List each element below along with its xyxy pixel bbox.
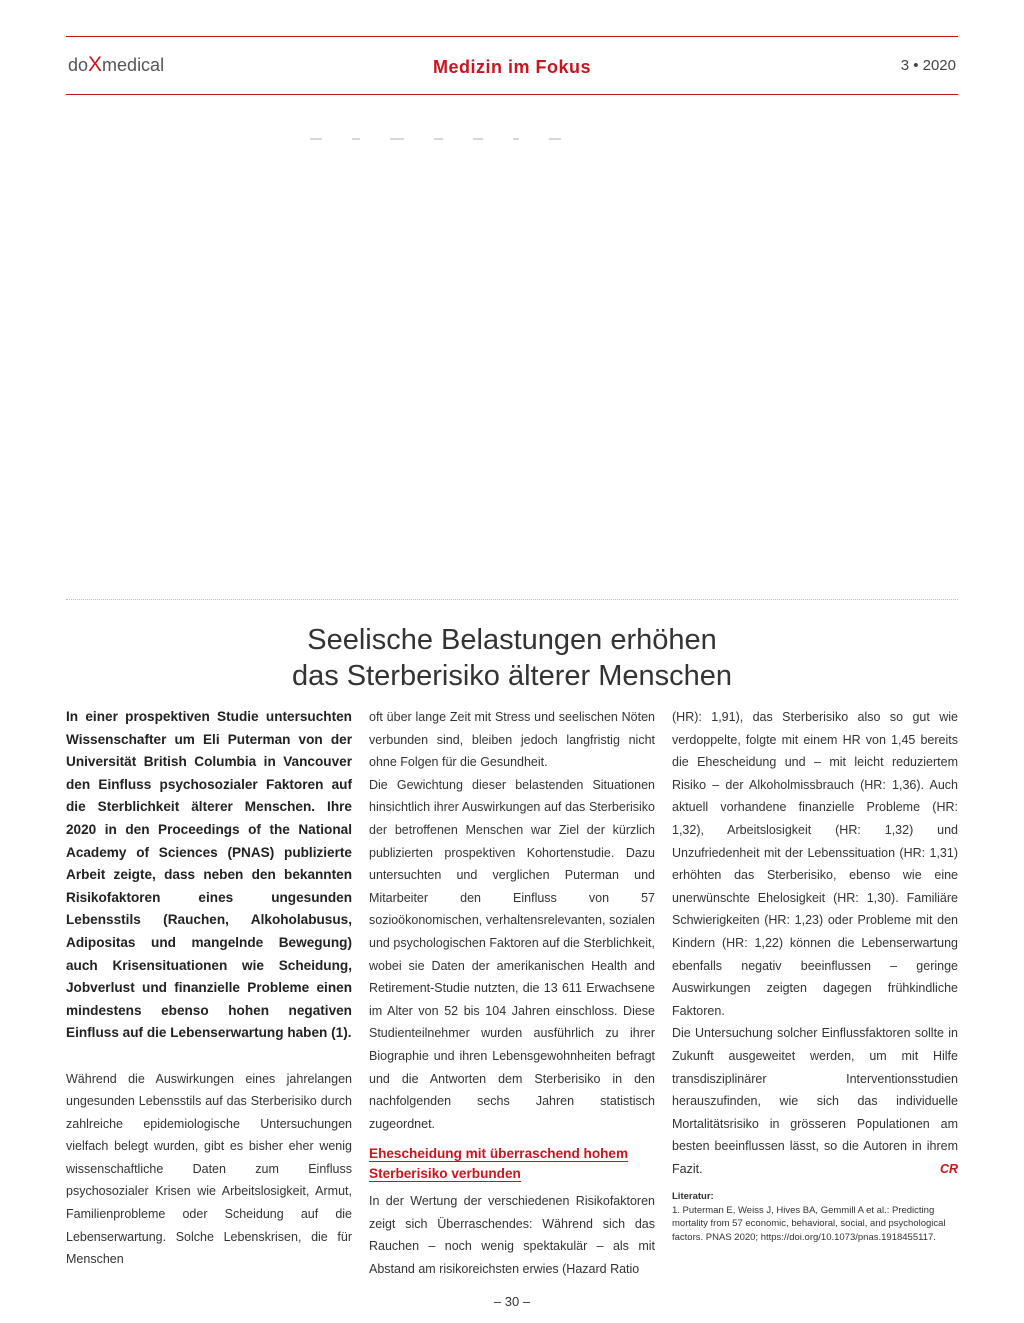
body-paragraph: oft über lange Zeit mit Stress und seelischen Nöten verbunden sind, bleiben jedoch langfristig nicht ohne Folgen für die Gesundheit.: [369, 710, 655, 770]
page-number: – 30 –: [493, 1294, 531, 1309]
page-header: [66, 36, 958, 95]
references: [672, 1190, 958, 1244]
body-paragraph: Während die Auswirkungen eines jahrelangen ungesunden Lebensstils auf das Sterberisiko durch zahlreiche epidemiologische Untersuchungen vielfach belegt wurden, gibt es bisher eher wenig wissenschaftliche Daten zum Einfluss psychosozialer Krisen wie Arbeitslosigkeit, Armut, Familienprobleme oder Scheidung auf die Lebenserwartung. Solche Lebenskrisen, die für Menschen: [66, 1071, 352, 1267]
body-paragraph: Die Untersuchung solcher Einflussfaktoren sollte in Zukunft ausgeweitet werden, um mit Hilfe transdisziplinärer Interventionsstudien herauszufinden, wie sich das individuelle Mortalitätsrisiko in grösseren Populationen am besten beeinflussen lässt, so die Autoren in ihrem Fazit. CR: [672, 1022, 958, 1180]
lead-paragraph: In einer prospektiven Studie untersuchten Wissenschafter um Eli Puterman von der Universität British Columbia in Vancouver den Einfluss psychosozialer Faktoren auf die Sterblichkeit älterer Menschen. Ihre 2020 in den Proceedings of the National Academy of Sciences (PNAS) publizierte Arbeit zeigte, dass neben den bekannten Risikofaktoren eines ungesunden Lebensstils (Rauchen, Alkoholabusus, Adipositas und mangelnde Bewegung) auch Krisensituationen wie Scheidung, Jobverlust und finanzielle Probleme einen mindestens ebenso hohen negativen Einfluss auf die Lebenserwartung haben (1).: [66, 709, 352, 1041]
column-2: [369, 706, 655, 1281]
faded-text-remnant: [310, 130, 720, 140]
column-3: [672, 706, 958, 1244]
subheading: Ehescheidung mit überraschend hohem Sterberisiko verbunden: [369, 1146, 629, 1182]
article-title: Seelische Belastungen erhöhen das Sterberisiko älterer Menschen: [291, 624, 733, 692]
body-paragraph: (HR): 1,91), das Sterberisiko also so gut wie verdoppelte, folgte mit einem HR von 1,45 bereits die Ehescheidung und – mit leicht reduziertem Risiko – der Alkoholmissbrauch (HR: 1,36). Auch aktuell vorhandene finanzielle Probleme (HR: 1,32), Arbeitslosigkeit (HR: 1,32) und Unzufriedenheit mit der Lebenssituation (HR: 1,31) erhöhten das Sterberisiko, ebenso wie eine unerwünschte Ehelosigkeit (HR: 1,30). Familiäre Schwierigkeiten (HR: 1,23) oder Probleme mit den Kindern (HR: 1,22) können die Lebenserwartung ebenfalls negativ beeinflussen – geringe Auswirkungen zeigten dagegen frühkindliche Faktoren.: [672, 710, 958, 1018]
column-1: [66, 706, 352, 1271]
references-title: Literatur:: [672, 1191, 714, 1203]
section-title: Medizin im Fokus: [432, 57, 591, 77]
issue-number: 3 • 2020: [900, 57, 956, 74]
doxmedical-logo: doXmedical: [68, 53, 165, 76]
body-paragraph: In der Wertung der verschiedenen Risikofaktoren zeigt sich Überraschendes: Während sich das Rauchen – noch wenig spektakulär – als mit Abstand am risikoreichsten erwies (Hazard Ratio: [369, 1194, 655, 1277]
body-paragraph: Die Gewichtung dieser belastenden Situationen hinsichtlich ihrer Auswirkungen auf das Sterberisiko der betroffenen Menschen war Ziel der kürzlich publizierten prospektiven Kohortenstudie. Dazu untersuchten und verglichen Puterman und Mitarbeiter den Einfluss von 57 sozioökonomischen, verhaltensrelevanten, sozialen und psychologischen Faktoren auf die Sterblichkeit, wobei sie Daten der amerikanischen Health and Retirement-Studie nutzten, die 13 611 Erwachsene im Alter von 52 bis 104 Jahren einschloss. Diese Studienteilnehmer wurden ausführlich zu ihrer Biographie und ihren Lebensgewohnheiten befragt und die Antworten dem Sterberisiko in den nachfolgenden sechs Jahren statistisch zugeordnet.: [369, 777, 655, 1131]
reference-item: 1. Puterman E, Weiss J, Hives BA, Gemmill A et al.: Predicting mortality from 57 economic, behavioral, social, and psychological factors. PNAS 2020; https://doi.org/10.1073/pnas.1918455117.: [672, 1204, 946, 1243]
author-signature: CR: [939, 1161, 958, 1176]
dotted-divider: [66, 599, 958, 600]
